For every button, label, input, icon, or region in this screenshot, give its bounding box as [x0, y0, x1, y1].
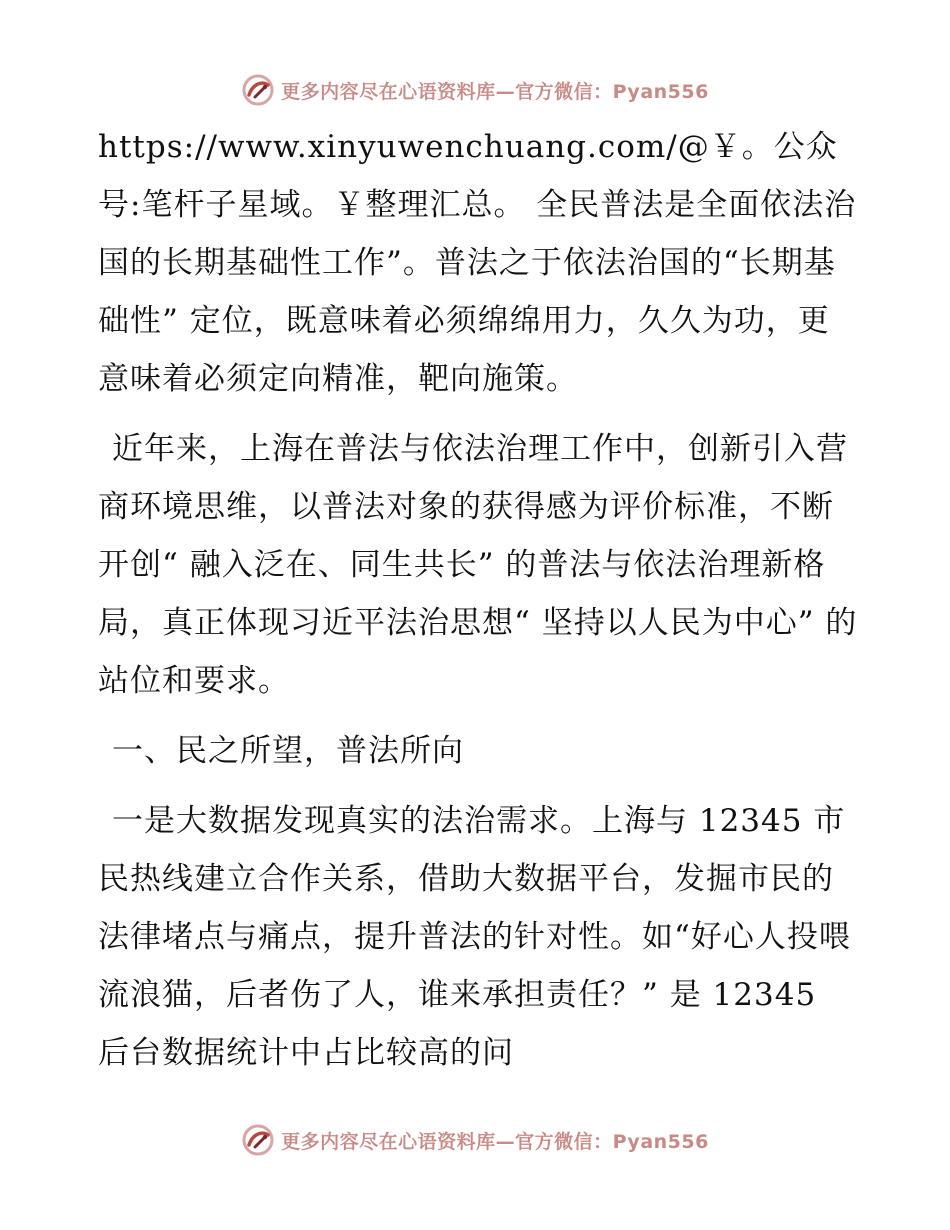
section-heading: 一、民之所望，普法所向: [112, 733, 464, 769]
document-body: [98, 118, 858, 1094]
watermark-text: 更多内容尽在心语资料库—官方微信：Pyan556: [281, 1130, 709, 1153]
red-swirl-logo-icon: [241, 73, 275, 107]
watermark-banner-top: [0, 70, 950, 110]
watermark-banner-bottom: [0, 1120, 950, 1160]
red-swirl-logo-icon: [241, 1123, 275, 1157]
paragraph-intro: https://www.xinyuwenchuang.com/@￥。公众号:笔杆子星域。￥整理汇总。 全民普法是全面依法治国的长期基础性工作”。普法之于依法治国的“长期基础性” 定位，既意味着必须绵绵用力，久久为功，更意味着必须定向精准，靶向施策。: [98, 129, 857, 397]
paragraph-big-data: 一是大数据发现真实的法治需求。上海与 12345 市民热线建立合作关系，借助大数据平台，发掘市民的法律堵点与痛点，提升普法的针对性。如“好心人投喂流浪猫，后者伤了人，谁来承担责任？” 是 12345 后台数据统计中占比较高的问: [98, 803, 851, 1071]
paragraph-shanghai: 近年来，上海在普法与依法治理工作中，创新引入营商环境思维，以普法对象的获得感为评价标准，不断开创“ 融入泛在、同生共长” 的普法与依法治理新格局，真正体现习近平法治思想“ 坚持以人民为中心” 的站位和要求。: [98, 431, 858, 699]
watermark-text: 更多内容尽在心语资料库—官方微信：Pyan556: [281, 80, 709, 103]
